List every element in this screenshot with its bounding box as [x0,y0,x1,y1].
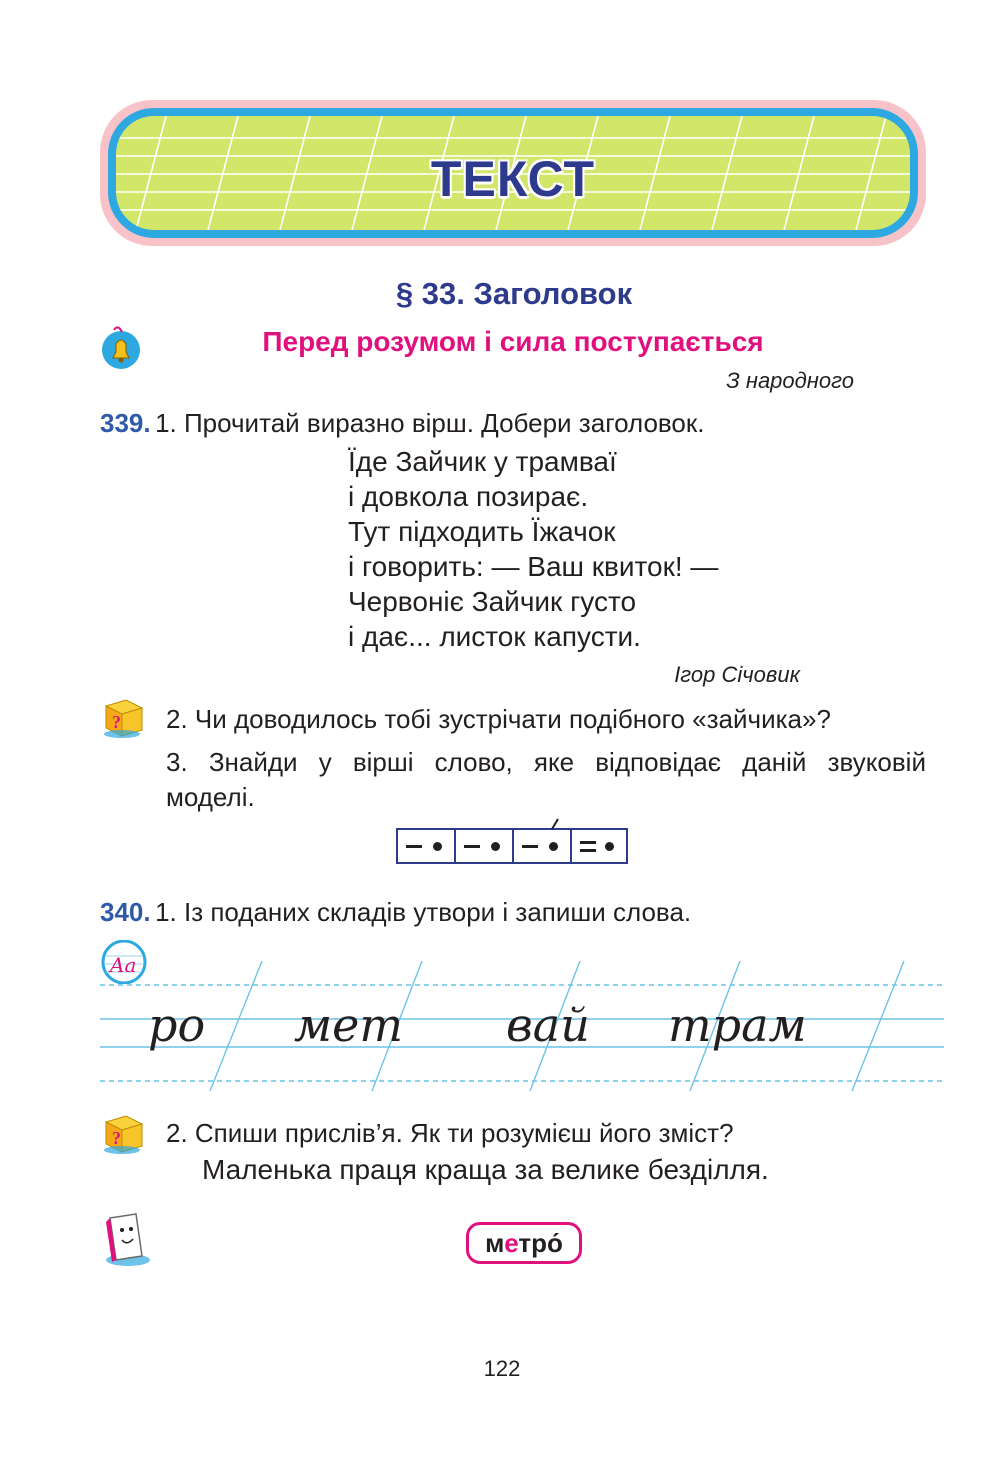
proverb: Маленька праця краща за велике безділля. [202,1154,769,1185]
stress-mark-icon [550,818,560,830]
epigraph-source: З народного [726,368,854,393]
poem-line: Тут підходить Їжачок [348,516,616,547]
poem-line: і говорить: — Ваш квиток! — [348,551,719,582]
syllable-cell [456,830,514,862]
syllable-cell-stressed [514,830,572,862]
poem-line: і дає... листок капусти. [348,621,641,652]
vocabulary-word-box [466,1222,582,1264]
banner-lined-area [116,116,910,230]
poem-author: Ігор Січовик [674,662,800,687]
exercise-number: 340. [100,897,151,927]
word-part: тро́ [518,1228,563,1258]
exercise-340-task1 [100,897,691,928]
task-text: 1. Прочитай виразно вірш. Добери заголовок. [155,408,705,438]
dictionary-book-icon [102,1212,152,1268]
section-title: § 33. Заголовок [395,276,633,311]
sound-model [396,828,628,864]
vowel-mark [605,842,614,851]
exercise-number: 339. [100,408,151,438]
vowel-mark [433,842,442,851]
double-consonant-mark [580,841,596,844]
consonant-mark [522,845,538,848]
poem-line: і довкола позирає. [348,481,589,512]
vowel-mark [491,842,500,851]
svg-text:?: ? [112,712,121,732]
double-consonant-mark [580,849,596,852]
page-number: 122 [483,1356,521,1381]
consonant-mark [406,845,422,848]
word-part-highlight: е [504,1228,519,1258]
svg-text:Aa: Aa [110,953,137,977]
question-cube-icon [100,696,146,740]
question-cube-icon [100,1112,146,1156]
title-banner [100,100,926,246]
poem-line: Їде Зайчик у трамваї [348,446,617,477]
poem-line: Червоніє Зайчик густо [348,586,637,617]
banner-frame [108,108,918,238]
vowel-mark [549,842,558,851]
exercise-339-task3: 3. Знайди у вірші слово, яке відповідає даній звуковій [166,747,926,777]
word-part: м [485,1228,505,1258]
exercise-339-task3-cont: моделі. [166,782,255,812]
consonant-mark [464,845,480,848]
task-text: 1. Із поданих складів утвори і запиши слова. [155,897,692,927]
syllable-cell [398,830,456,862]
syllable-cell [572,830,626,862]
syllable-card: трам [668,998,807,1052]
banner-title: ТЕКСТ [430,151,596,207]
exercise-339-task1 [100,408,705,439]
epigraph: Перед розумом і сила поступається [262,326,764,357]
syllable-card: мет [294,998,403,1052]
exercise-339-task2: 2. Чи доводилось тобі зустрічати подібного «зайчика»? [166,704,831,734]
exercise-340-task2: 2. Спиши прислів’я. Як ти розумієш його зміст? [166,1118,734,1148]
syllable-card: вай [506,998,590,1052]
svg-text:?: ? [112,1128,121,1148]
syllable-card: ро [148,998,206,1052]
